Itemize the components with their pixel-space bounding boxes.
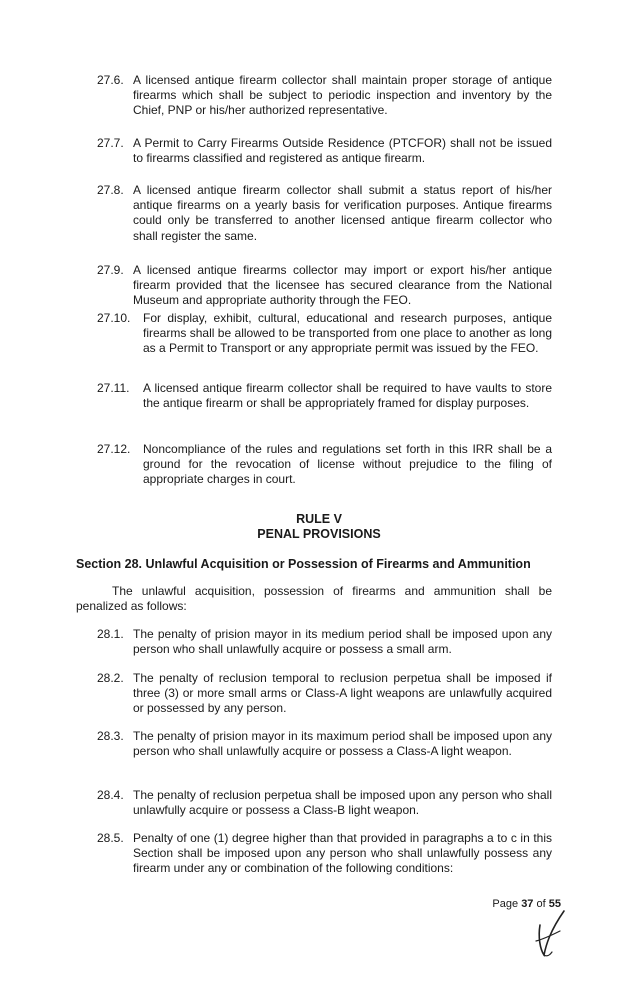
section-intro [76,584,552,614]
item-text: The penalty of reclusion temporal to reclusion perpetua shall be imposed if three (3) or more small arms or Class-A light weapons are unlawfully acquired or possessed by any person. [133,671,552,716]
item-text: Noncompliance of the rules and regulations set forth in this IRR shall be a ground for the revocation of license without prejudice to the filing of appropriate charges in court. [143,442,552,487]
list-item [97,73,552,121]
rule-subheading: PENAL PROVISIONS [257,527,381,541]
item-text: The penalty of reclusion perpetua shall be imposed upon any person who shall unlawfully acquire or possess a Class-B light weapon. [133,788,552,818]
item-number: 27.6. [97,73,124,87]
list-item [97,831,552,879]
list-item [97,311,552,375]
item-number: 28.3. [97,729,124,743]
item-number: 27.10. [97,311,131,325]
item-text: A Permit to Carry Firearms Outside Residence (PTCFOR) shall not be issued to firearms classified and registered as antique firearm. [133,136,552,166]
list-item [97,671,552,719]
item-text: A licensed antique firearm collector shall maintain proper storage of antique firearms which shall be subject to periodic inspection and inventory by the Chief, PNP or his/her authorized representative. [133,73,552,118]
item-number: 27.12. [97,442,131,456]
page-current: 37 [521,898,534,910]
item-number: 28.4. [97,788,124,802]
list-item [97,788,552,820]
item-number: 28.2. [97,671,124,685]
page-total: 55 [548,898,561,910]
list-item [97,729,552,777]
item-number: 28.1. [97,627,124,641]
rule-heading: RULE V [296,512,342,526]
list-item [97,381,552,429]
item-text: A licensed antique firearms collector may import or export his/her antique firearm provided that the licensee has secured clearance from the National Museum and appropriate authority through the FEO. [133,263,552,308]
item-number: 27.9. [97,263,124,277]
item-number: 27.8. [97,183,124,197]
section-title: Section 28. Unlawful Acquisition or Possession of Firearms and Ammunition [76,557,531,571]
item-text: The penalty of prision mayor in its maximum period shall be imposed upon any person who shall unlawfully acquire or possess a Class-A light weapon. [133,729,552,759]
item-text: A licensed antique firearm collector shall submit a status report of his/her antique firearms on a yearly basis for verification purposes. Antique firearms could only be transferred to another licensed antique firearm collector who shall register the same. [133,183,552,243]
signature-mark [530,905,570,961]
page-of-label: of [536,898,546,910]
list-item [97,136,552,168]
list-item [97,263,552,311]
page-label: Page [492,898,519,910]
item-number: 27.7. [97,136,124,150]
section-intro-text: The unlawful acquisition, possession of firearms and ammunition shall be penalized as follows: [76,584,552,614]
list-item [97,183,552,247]
item-number: 28.5. [97,831,124,845]
item-text: The penalty of prision mayor in its medium period shall be imposed upon any person who shall unlawfully acquire or possess a small arm. [133,627,552,657]
item-text: Penalty of one (1) degree higher than that provided in paragraphs a to c in this Section shall be imposed upon any person who shall unlawfully possess any firearm under any or combination of the following conditions: [133,831,552,876]
list-item [97,442,552,490]
item-text: For display, exhibit, cultural, educational and research purposes, antique firearms shall be allowed to be transported from one place to another as long as a Permit to Transport or any appropriate permit was issued by the FEO. [143,311,552,356]
item-text: A licensed antique firearm collector shall be required to have vaults to store the antique firearm or shall be appropriately framed for display purposes. [143,381,552,411]
list-item [97,627,552,659]
item-number: 27.11. [97,381,130,395]
